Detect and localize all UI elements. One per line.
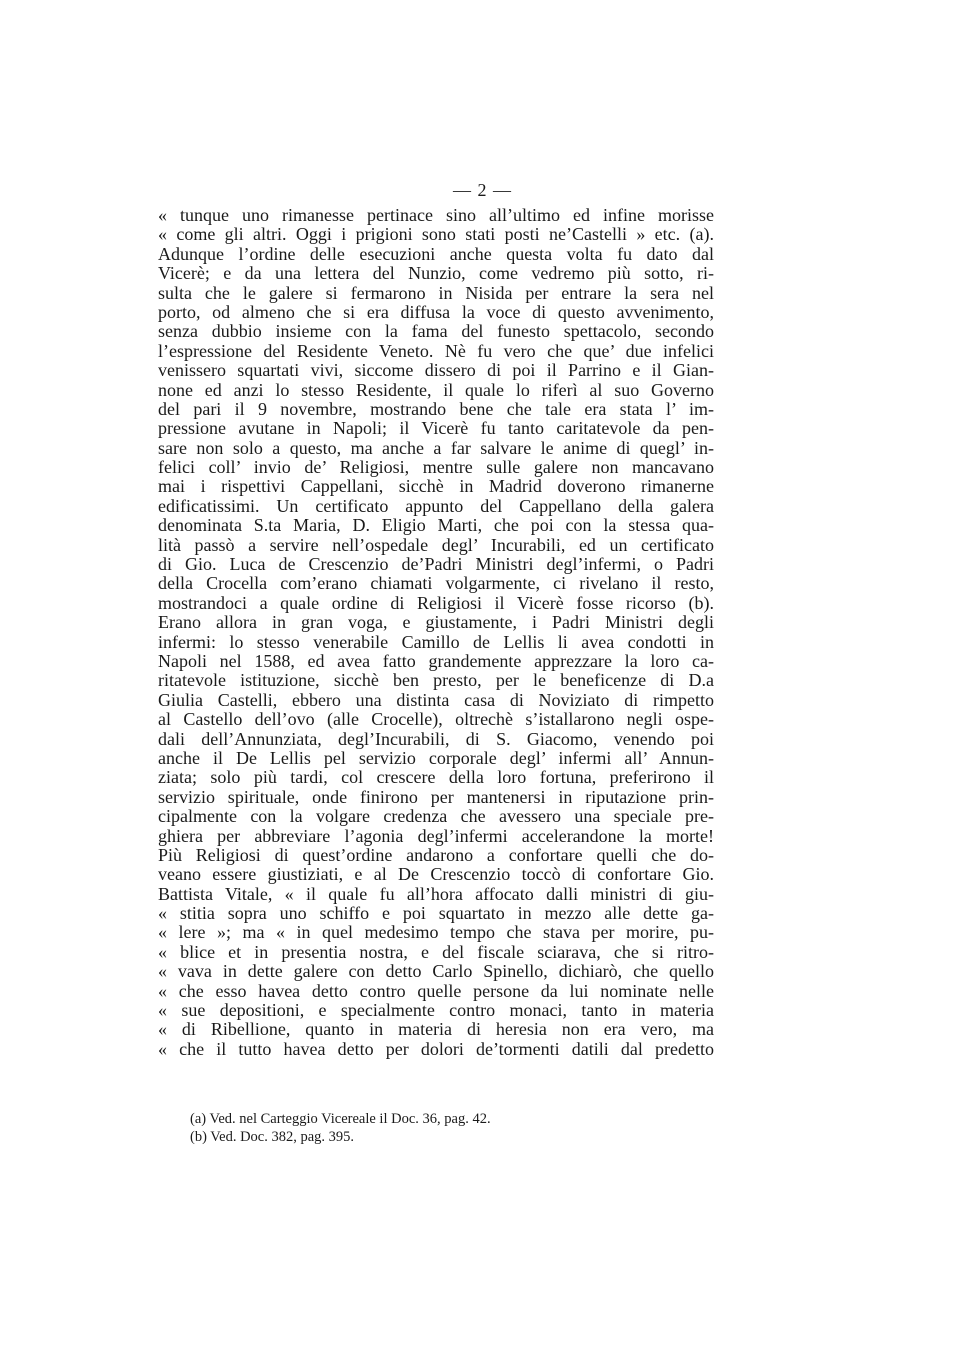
body-text: [158, 206, 714, 1059]
text-line: mostrandoci a quale ordine di Religiosi il Vicerè fosse ricorso (b).: [158, 592, 714, 613]
text-line: sulta che le galere si fermarono in Nisida per entrare la sera nel: [158, 282, 714, 303]
text-line: « stitia sopra uno schiffo e poi squartato in mezzo alle dette ga-: [158, 903, 714, 924]
text-line: ziata; solo più tardi, col crescere della loro fortuna, preferirono il: [158, 767, 714, 788]
text-line: sare non solo a questo, ma anche a far salvare le anime di quegl’ in-: [158, 437, 714, 458]
text-line: di Gio. Luca de Crescenzio de’Padri Ministri degl’infermi, o Padri: [158, 554, 714, 575]
text-line: del pari il 9 novembre, mostrando bene che tale era stata l’ im-: [158, 398, 714, 419]
text-line: « come gli altri. Oggi i prigioni sono stati posti ne’Castelli » etc. (a).: [158, 224, 714, 245]
text-line: « tunque uno rimanesse pertinace sino all’ultimo ed infine morisse: [158, 205, 714, 225]
text-line: Napoli nel 1588, ed avea fatto grandemente apprezzare la loro ca-: [158, 650, 714, 671]
text-line: veano essere giustiziati, e al De Crescenzio toccò di confortare Gio.: [158, 864, 714, 885]
footnote-b: (b) Ved. Doc. 382, pag. 395.: [190, 1129, 355, 1145]
text-line: senza dubbio insieme con la fama del funesto spettacolo, secondo: [158, 321, 714, 342]
footnote-a: (a) Ved. nel Carteggio Vicereale il Doc. 36, pag. 42.: [190, 1111, 491, 1127]
footnotes: [190, 1110, 690, 1146]
text-line: « vava in dette galere con detto Carlo Spinello, dichiarò, che quello: [158, 961, 714, 982]
text-line: Giulia Castelli, ebbero una distinta casa di Noviziato di rimpetto: [158, 689, 714, 710]
text-line: lità passò a servire nell’ospedale degl’ Incurabili, ed un certificato: [158, 534, 714, 555]
text-line: anche il De Lellis pel servizio corporale degl’ infermi all’ Annun-: [158, 747, 714, 768]
text-line: cipalmente con la volgare credenza che avessero una speciale pre-: [158, 806, 714, 827]
text-line: « blice et in presentia nostra, e del fiscale sciarava, che si ritro-: [158, 941, 714, 962]
text-line: none ed anzi lo stesso Residente, il quale lo riferì al suo Governo: [158, 379, 714, 400]
text-line: della Crocella com’erano chiamati volgarmente, ci rivelano il resto,: [158, 573, 714, 594]
text-line: edificatissimi. Un certificato appunto del Cappellano della galera: [158, 495, 714, 516]
text-line: Vicerè; e da una lettera del Nunzio, come vedremo più sotto, ri-: [158, 263, 714, 284]
text-line: « lere »; ma « in quel medesimo tempo che stava per morire, pu-: [158, 922, 714, 943]
page-number: — 2 —: [453, 180, 512, 200]
text-line: felici coll’ invio de’ Religiosi, mentre sulle galere non mancavano: [158, 457, 714, 478]
text-line: ghiera per abbreviare l’agonia degl’infermi accelerandone la morte!: [158, 825, 714, 846]
text-line: Erano allora in gran voga, e giustamente, i Padri Ministri degli: [158, 612, 714, 633]
text-line: servizio spirituale, onde finirono per mantenersi in riputazione prin-: [158, 786, 714, 807]
text-line: infermi: lo stesso venerabile Camillo de Lellis li avea condotti in: [158, 631, 714, 652]
text-line: porto, od almeno che si era diffusa la voce di questo avvenimento,: [158, 301, 714, 322]
text-line: ritatevole istituzione, sicchè ben presto, per le beneficenze di D.a: [158, 670, 714, 691]
text-line: « che esso havea detto contro quelle persone da lui nominate nelle: [158, 980, 714, 1001]
text-line: Adunque l’ordine delle esecuzioni anche questa volta fu dato dal: [158, 243, 714, 264]
text-line: « di Ribellione, quanto in materia di heresia non era vero, ma: [158, 1019, 714, 1040]
text-line: « sue depositioni, e specialmente contro monaci, tanto in materia: [158, 1000, 714, 1021]
text-line: mai i rispettivi Cappellani, sicchè in Madrid doverono rimanerne: [158, 476, 714, 497]
text-line: dali dell’Annunziata, degl’Incurabili, di S. Giacomo, venendo poi: [158, 728, 714, 749]
text-line: Più Religiosi di quest’ordine andarono a confortare quelli che do-: [158, 844, 714, 865]
text-line: venissero squartati vivi, siccome dissero di poi il Parrino e il Gian-: [158, 360, 714, 381]
text-line: Battista Vitale, « il quale fu all’hora affocato dalli ministri di giu-: [158, 883, 714, 904]
text-line: pressione avutane in Napoli; il Vicerè fu tanto caritatevole da pen-: [158, 418, 714, 439]
text-line: denominata S.ta Maria, D. Eligio Marti, che poi con la stessa qua-: [158, 515, 714, 536]
text-line: « che il tutto havea detto per dolori de’tormenti datili dal predetto: [158, 1038, 714, 1059]
text-line: l’espressione del Residente Veneto. Nè fu vero che que’ due infelici: [158, 340, 714, 361]
text-line: al Castello dell’ovo (alle Crocelle), oltrechè s’istallarono negli ospe-: [158, 709, 714, 730]
